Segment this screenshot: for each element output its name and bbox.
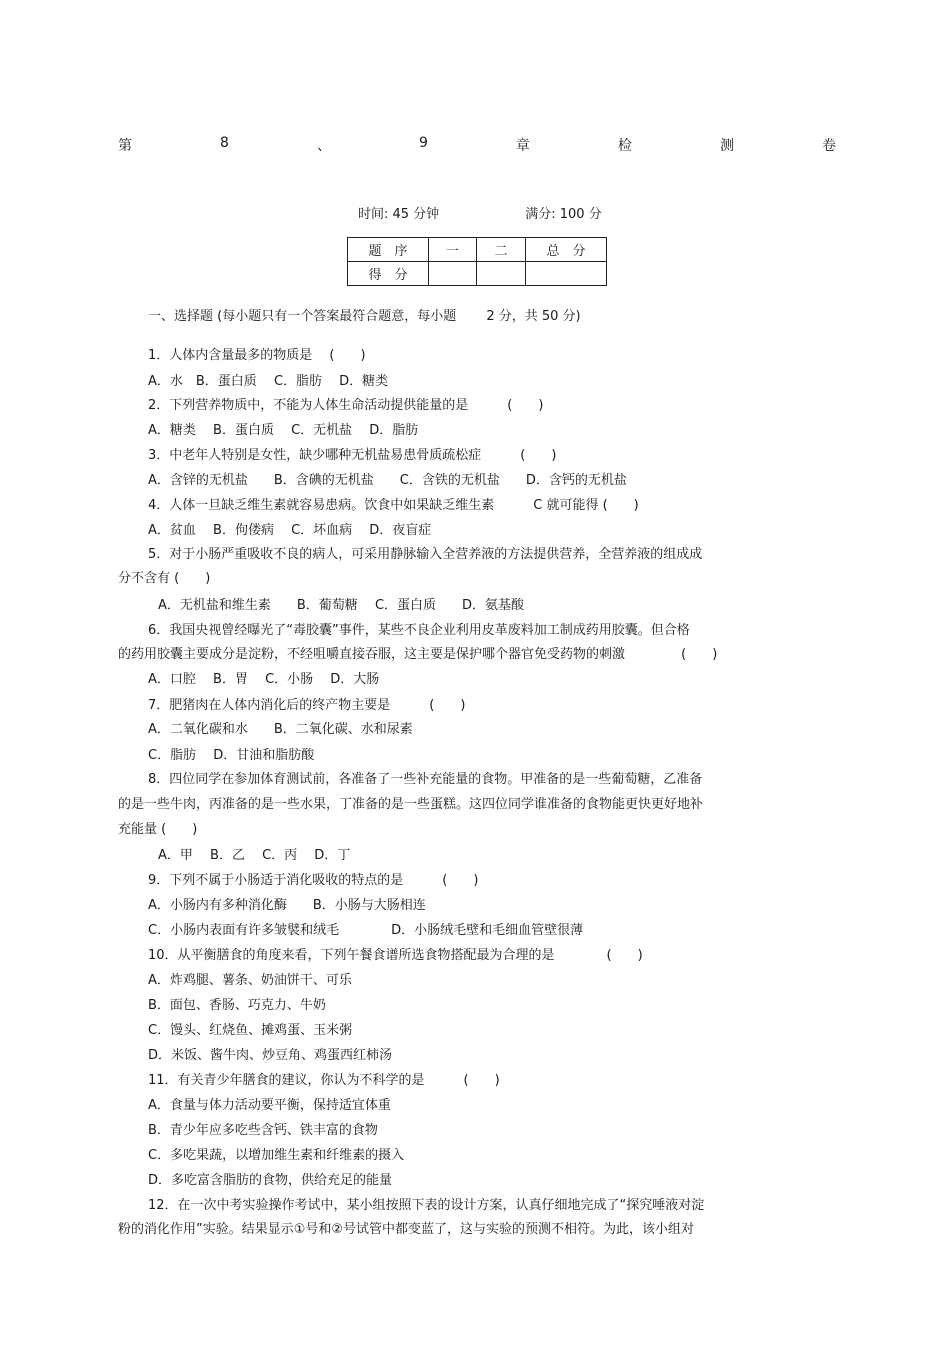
- question-line: 12．在一次中考实验操作考试中，某小组按照下表的设计方案，认真仔细地完成了“探究唾液对淀: [148, 1198, 705, 1213]
- title-char: 9: [418, 135, 428, 151]
- score-table-row: [348, 238, 607, 262]
- question-line: 8．四位同学在参加体育测试前，各准备了一些补充能量的食物。甲准备的是一些葡萄糖，乙准备: [148, 772, 703, 787]
- option-line: C．脂肪 D．甘油和脂肪酸: [148, 748, 315, 763]
- title-char: 测: [719, 138, 734, 154]
- score-cell: 总 分: [526, 238, 607, 262]
- question-line: 的药用胶囊主要成分是淀粉，不经咀嚼直接吞服，这主要是保护哪个器官免受药物的刺激 ( ): [118, 647, 718, 662]
- option-line: B．青少年应多吃些含钙、铁丰富的食物: [148, 1123, 378, 1138]
- title-char: 8: [220, 135, 229, 151]
- question-line: 1．人体内含量最多的物质是 ( ): [148, 348, 366, 363]
- exam-meta: [358, 203, 602, 222]
- option-line: A．含锌的无机盐 B．含碘的无机盐 C．含铁的无机盐 D．含钙的无机盐: [148, 473, 627, 488]
- question-line: 10．从平衡膳食的角度来看，下列午餐食谱所选食物搭配最为合理的是 ( ): [148, 948, 643, 963]
- question-line: 7．肥猪肉在人体内消化后的终产物主要是 ( ): [148, 698, 466, 713]
- option-line: A．食量与体力活动要平衡，保持适宜体重: [148, 1098, 391, 1113]
- option-line: C．小肠内表面有许多皱襞和绒毛 D．小肠绒毛壁和毛细血管壁很薄: [148, 923, 584, 938]
- page-title: [118, 135, 836, 155]
- score-cell: 题 序: [348, 238, 429, 262]
- option-line: A．口腔 B．胃 C．小肠 D．大肠: [148, 672, 380, 687]
- option-line: C．多吃果蔬，以增加维生素和纤维素的摄入: [148, 1148, 405, 1163]
- option-line: A．小肠内有多种消化酶 B．小肠与大肠相连: [148, 898, 426, 913]
- question-line: 2．下列营养物质中，不能为人体生命活动提供能量的是 ( ): [148, 398, 544, 413]
- option-line: D．多吃富含脂肪的食物，供给充足的能量: [148, 1173, 393, 1188]
- full-score-label: 满分: 100 分: [525, 207, 602, 222]
- question-line: 4．人体一旦缺乏维生素就容易患病。饮食中如果缺乏维生素 C 就可能得 ( ): [148, 498, 639, 513]
- option-line: A．炸鸡腿、薯条、奶油饼干、可乐: [148, 973, 352, 988]
- score-input-cell[interactable]: [526, 262, 607, 286]
- option-line: A．水 B．蛋白质 C．脂肪 D．糖类: [148, 374, 389, 389]
- question-line: 5．对于小肠严重吸收不良的病人，可采用静脉输入全营养液的方法提供营养，全营养液的组成成: [148, 547, 703, 562]
- question-line: 9．下列不属于小肠适于消化吸收的特点的是 ( ): [148, 873, 479, 888]
- question-line: 分不含有 ( ): [118, 571, 211, 586]
- option-line: A．糖类 B．蛋白质 C．无机盐 D．脂肪: [148, 423, 419, 438]
- section-heading: 一、选择题 (每小题只有一个答案最符合题意，每小题 2 分，共 50 分): [148, 309, 581, 324]
- score-cell: 二: [477, 238, 526, 262]
- question-line: 11．有关青少年膳食的建议，你认为不科学的是 ( ): [148, 1073, 500, 1088]
- score-cell: 得 分: [348, 262, 429, 286]
- option-line: A．二氧化碳和水 B．二氧化碳、水和尿素: [148, 722, 413, 737]
- score-input-cell[interactable]: [477, 262, 526, 286]
- score-input-cell[interactable]: [429, 262, 477, 286]
- question-line: 的是一些牛肉，丙准备的是一些水果，丁准备的是一些蛋糕。这四位同学谁准备的食物能更快更好地补: [118, 797, 704, 812]
- title-char: 第: [118, 138, 132, 154]
- score-table-row: [348, 262, 607, 286]
- option-line: D．米饭、酱牛肉、炒豆角、鸡蛋西红柿汤: [148, 1048, 393, 1063]
- score-table: [347, 237, 607, 286]
- title-char: 检: [617, 138, 632, 154]
- title-char: 章: [515, 138, 530, 154]
- score-cell: 一: [429, 238, 477, 262]
- option-line: A．甲 B．乙 C．丙 D．丁: [158, 848, 351, 863]
- question-line: 6．我国央视曾经曝光了“毒胶囊”事件，某些不良企业利用皮革废料加工制成药用胶囊。但合格: [148, 623, 690, 638]
- question-line: 粉的消化作用”实验。结果显示①号和②号试管中都变蓝了，这与实验的预测不相符。为此，该小组对: [118, 1222, 695, 1237]
- question-line: 充能量 ( ): [118, 822, 198, 837]
- option-line: A．贫血 B．佝偻病 C．坏血病 D．夜盲症: [148, 523, 432, 538]
- option-line: A．无机盐和维生素 B．葡萄糖 C．蛋白质 D．氨基酸: [158, 598, 525, 613]
- time-label: 时间: 45 分钟: [358, 207, 440, 222]
- title-char: 卷: [821, 138, 836, 154]
- question-line: 3．中老年人特别是女性，缺少哪种无机盐易患骨质疏松症 ( ): [148, 448, 557, 463]
- title-char: 、: [316, 138, 331, 154]
- option-line: C．馒头、红烧鱼、摊鸡蛋、玉米粥: [148, 1023, 353, 1038]
- option-line: B．面包、香肠、巧克力、牛奶: [148, 998, 326, 1013]
